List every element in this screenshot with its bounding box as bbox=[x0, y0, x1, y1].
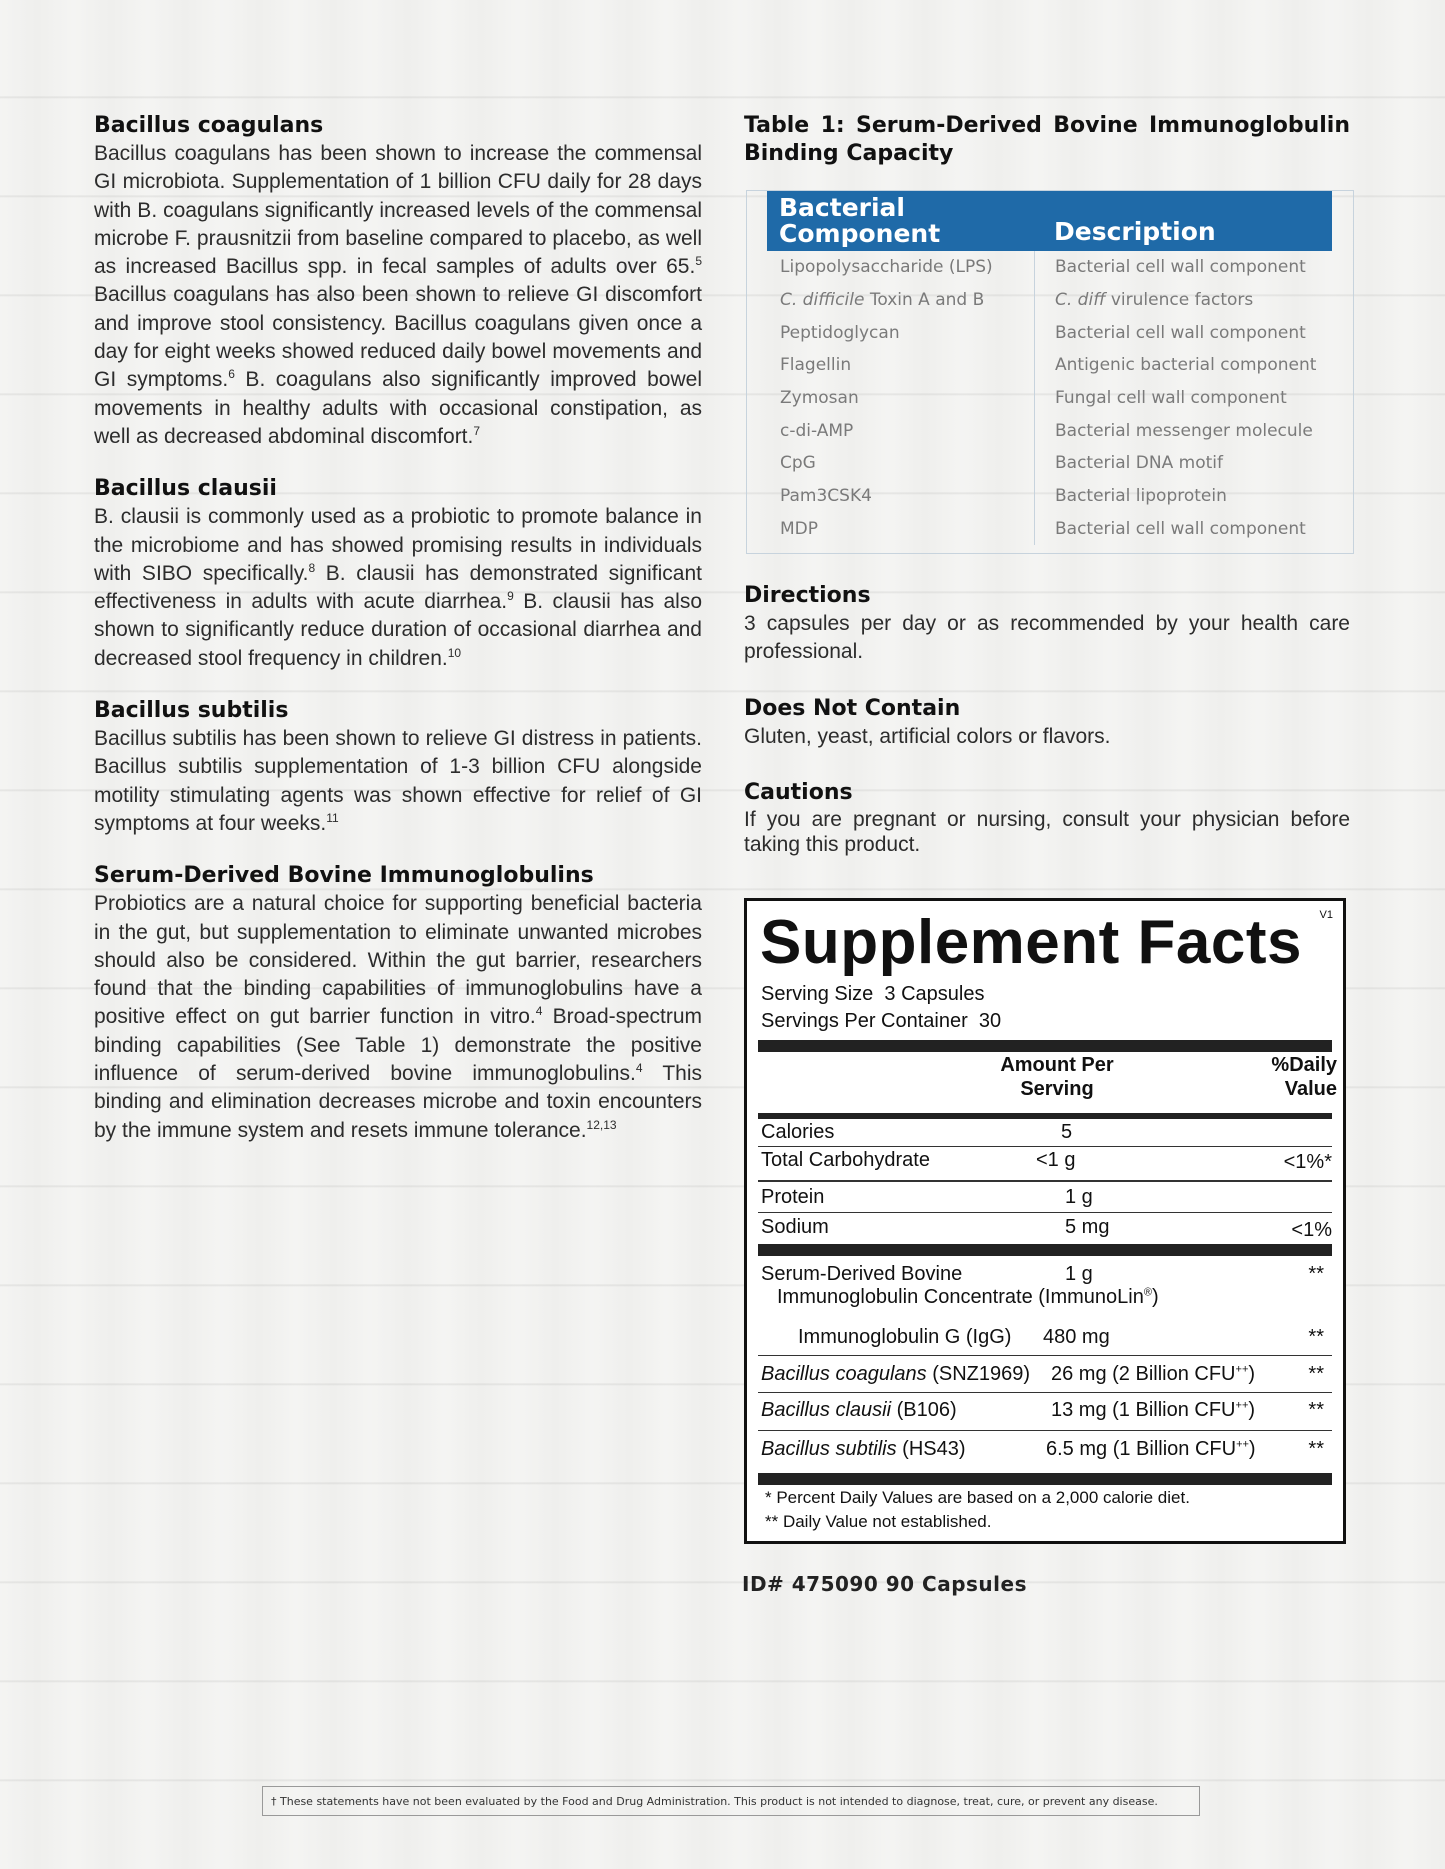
superscript: ++ bbox=[1235, 1399, 1249, 1412]
footnote-ref: 6 bbox=[228, 367, 235, 382]
paragraph-directions: 3 capsules per day or as recommended by your health care professional. bbox=[744, 612, 1350, 664]
superscript: ++ bbox=[1235, 1363, 1249, 1376]
table-row bbox=[747, 382, 1353, 415]
italic-text: C. diff bbox=[1055, 290, 1106, 311]
supplement-facts-panel bbox=[744, 898, 1346, 1544]
footnote-daily-values: * Percent Daily Values are based on a 2,000 calorie diet. bbox=[765, 1488, 1190, 1507]
cell-description: Bacterial messenger molecule bbox=[1055, 420, 1313, 441]
paragraph-cautions: If you are pregnant or nursing, consult your physician before taking this product. bbox=[744, 808, 1350, 857]
amount-per-serving-header bbox=[997, 1053, 1117, 1101]
servings-per-container: Servings Per Container 30 bbox=[761, 1010, 1002, 1032]
cell-component: Flagellin bbox=[747, 349, 1035, 382]
row-bacillus-clausii bbox=[761, 1399, 1332, 1422]
header-line: Serving bbox=[1020, 1078, 1094, 1100]
registered-mark: ® bbox=[1143, 1286, 1152, 1299]
row-divider bbox=[758, 1146, 1332, 1147]
section-sbi bbox=[94, 862, 702, 1145]
footnote-ref: 10 bbox=[447, 645, 462, 660]
row-igg bbox=[761, 1326, 1332, 1349]
table-body bbox=[747, 251, 1353, 545]
header-bacterial-component bbox=[767, 191, 1054, 251]
ingredient-name: Serum-Derived Bovine bbox=[761, 1263, 963, 1285]
cell-component: Pam3CSK4 bbox=[747, 480, 1035, 513]
row-divider bbox=[758, 1355, 1332, 1356]
cell-component: Lipopolysaccharide (LPS) bbox=[747, 251, 1035, 284]
cell-description: Antigenic bacterial component bbox=[1055, 355, 1317, 376]
facts-footnotes bbox=[765, 1486, 1190, 1534]
cell-description: Bacterial lipoprotein bbox=[1055, 486, 1227, 507]
header-line: %Daily bbox=[1271, 1054, 1337, 1076]
superscript: ++ bbox=[1236, 1438, 1249, 1451]
header-description: Description bbox=[1054, 217, 1216, 246]
text-part: Bacillus coagulans has been shown to increase the commensal GI microbiota. Supplementation of 1 billion CFU daily for 28 days with B. coagulans significantly increased levels of the commensal microbe F. prausnitzii from baseline compared to placebo, as well as increased Bacillus spp. in fecal samples of adults over 65. bbox=[94, 142, 702, 279]
footnote-ref: 8 bbox=[308, 560, 316, 575]
ingredient-name: Immunoglobulin G (IgG) bbox=[798, 1326, 1012, 1348]
serving-size: Serving Size 3 Capsules bbox=[761, 983, 985, 1005]
ingredient-amount: 1 g bbox=[1065, 1263, 1093, 1285]
table-row bbox=[747, 349, 1353, 382]
ingredient-amount bbox=[1046, 1438, 1256, 1461]
ingredient-dv: ** bbox=[1308, 1438, 1324, 1460]
row-total-carbohydrate bbox=[761, 1149, 1332, 1172]
text-part: Immunoglobulin Concentrate (ImmunoLin bbox=[777, 1286, 1144, 1308]
daily-value-header bbox=[1247, 1053, 1337, 1101]
cell-component: MDP bbox=[747, 513, 1035, 546]
text-part: Bacillus subtilis has been shown to relieve GI distress in patients. Bacillus subtilis supplementation of 1-3 billion CFU alongside motility stimulating agents was shown effective for relief of GI symptoms at four weeks. bbox=[94, 727, 702, 835]
nutrient-name: Protein bbox=[761, 1186, 825, 1208]
row-divider bbox=[758, 1212, 1332, 1213]
ingredient-dv: ** bbox=[1308, 1363, 1324, 1385]
row-bacillus-coagulans bbox=[761, 1363, 1332, 1386]
version-label: V1 bbox=[1319, 909, 1333, 921]
cell-component: c-di-AMP bbox=[747, 414, 1035, 447]
cell-description: Bacterial cell wall component bbox=[1055, 257, 1306, 278]
section-bacillus-clausii bbox=[94, 475, 702, 673]
nutrient-name: Total Carbohydrate bbox=[761, 1149, 930, 1171]
heading-cautions: Cautions bbox=[744, 780, 853, 806]
text-part: B. clausii is commonly used as a probiotic to promote balance in the microbiome and has showed promising results in individuals with SIBO specifically. bbox=[94, 505, 702, 585]
table-row bbox=[747, 251, 1353, 284]
footnote-ref: 9 bbox=[507, 589, 514, 604]
ingredient-name-italic: Bacillus clausii bbox=[761, 1399, 892, 1421]
table-row bbox=[747, 316, 1353, 349]
left-column bbox=[94, 112, 702, 1169]
table-row bbox=[747, 284, 1353, 317]
cell-description: Fungal cell wall component bbox=[1055, 388, 1287, 409]
row-divider bbox=[758, 1180, 1332, 1182]
product-id: ID# 475090 90 Capsules bbox=[742, 1572, 1027, 1596]
italic-text: C. difficile bbox=[780, 290, 865, 311]
row-divider bbox=[758, 1430, 1332, 1431]
text-part: ) bbox=[1248, 1399, 1256, 1421]
text-part: Bacillus coagulans has also been shown to relieve GI discomfort and improve stool consistency. Bacillus coagulans given once a day for eight weeks showed reduced daily bowel movements and GI symptoms. bbox=[94, 283, 702, 392]
text-part: virulence factors bbox=[1105, 290, 1254, 311]
nutrient-dv: <1%* bbox=[1283, 1151, 1332, 1173]
ingredient-name-italic: Bacillus coagulans bbox=[761, 1363, 927, 1385]
text-part: ) bbox=[1151, 1286, 1159, 1308]
text-part: 13 mg (1 Billion CFU bbox=[1051, 1399, 1236, 1421]
text-part: ) bbox=[1248, 1363, 1256, 1385]
paragraph-does-not-contain: Gluten, yeast, artificial colors or flavors. bbox=[744, 724, 1111, 748]
nutrient-dv: <1% bbox=[1291, 1219, 1332, 1241]
row-calories bbox=[761, 1121, 1332, 1144]
ingredient-strain: (SNZ1969) bbox=[926, 1363, 1031, 1385]
serving-info bbox=[761, 981, 1001, 1035]
nutrient-name: Sodium bbox=[761, 1216, 829, 1238]
section-does-not-contain bbox=[744, 695, 1350, 751]
header-line: Component bbox=[779, 219, 941, 248]
footnote-not-established: ** Daily Value not established. bbox=[765, 1512, 992, 1531]
cell-description bbox=[1035, 290, 1253, 310]
ingredient-dv: ** bbox=[1308, 1326, 1324, 1348]
row-divider bbox=[758, 1392, 1332, 1393]
nutrient-amount: <1 g bbox=[1036, 1149, 1076, 1171]
section-bacillus-coagulans bbox=[94, 112, 702, 451]
heading-bacillus-clausii: Bacillus clausii bbox=[94, 476, 277, 502]
right-column bbox=[744, 112, 1350, 881]
table-row bbox=[747, 513, 1353, 546]
nutrient-name: Calories bbox=[761, 1121, 835, 1143]
text-part: B. coagulans also significantly improved bowel movements in healthy adults with occasional constipation, as well as decreased abdominal discomfort. bbox=[94, 368, 702, 448]
heading-sbi: Serum-Derived Bovine Immunoglobulins bbox=[94, 863, 594, 889]
nutrient-amount: 5 mg bbox=[1065, 1216, 1110, 1238]
header-line: Bacterial bbox=[779, 193, 905, 222]
header-line: Value bbox=[1284, 1078, 1337, 1100]
section-cautions bbox=[744, 779, 1350, 857]
footnote-ref: 4 bbox=[535, 1004, 543, 1019]
section-directions bbox=[744, 582, 1350, 667]
paragraph-bacillus-clausii bbox=[94, 503, 702, 673]
text-part: B. clausii has also shown to significantly reduce duration of occasional diarrhea and decreased stool frequency in children. bbox=[94, 590, 703, 670]
ingredient-strain: (HS43) bbox=[896, 1438, 966, 1460]
text-part: This binding and elimination decreases microbe and toxin encounters by the immune system and resets immune tolerance. bbox=[94, 1062, 702, 1142]
heading-does-not-contain: Does Not Contain bbox=[744, 695, 961, 721]
footnote-ref: 7 bbox=[473, 423, 481, 438]
row-sodium bbox=[761, 1216, 1332, 1239]
ingredient-dv: ** bbox=[1308, 1399, 1324, 1421]
cell-component: Peptidoglycan bbox=[747, 316, 1035, 349]
footnote-ref: 11 bbox=[326, 810, 339, 825]
cell-description: Bacterial cell wall component bbox=[1055, 518, 1306, 539]
section-bacillus-subtilis bbox=[94, 697, 702, 838]
paragraph-bacillus-subtilis bbox=[94, 725, 702, 838]
paragraph-bacillus-coagulans bbox=[94, 140, 702, 451]
text-part: ) bbox=[1248, 1438, 1256, 1460]
ingredient-dv: ** bbox=[1308, 1263, 1324, 1285]
table-title: Table 1: Serum-Derived Bovine Immunoglobulin Binding Capacity bbox=[744, 113, 1350, 166]
cell-component: CpG bbox=[747, 447, 1035, 480]
row-sbi bbox=[761, 1263, 1332, 1309]
ingredient-amount bbox=[1051, 1363, 1255, 1386]
table-row bbox=[747, 447, 1353, 480]
footnote-ref: 4 bbox=[635, 1061, 643, 1076]
table-row bbox=[747, 414, 1353, 447]
text-part: 26 mg (2 Billion CFU bbox=[1051, 1363, 1236, 1385]
paragraph-sbi bbox=[94, 890, 702, 1145]
ingredient-strain: (B106) bbox=[891, 1399, 957, 1421]
text-part: Probiotics are a natural choice for supporting beneficial bacteria in the gut, but supplementation to eliminate unwanted microbes should also be considered. Within the gut barrier, researchers found that the binding capabilities of immunoglobulins have a positive effect on gut barrier function in vitro. bbox=[94, 892, 702, 1029]
ingredient-amount bbox=[1051, 1399, 1255, 1422]
text-part: B. clausii has demonstrated significant effectiveness in adults with acute diarrhea. bbox=[94, 561, 702, 614]
text-part: Broad-spectrum binding capabilities (See Table 1) demonstrate the positive influence of serum-derived bovine immunoglobulins. bbox=[94, 1005, 702, 1086]
footnote-ref: 12,13 bbox=[586, 1117, 617, 1132]
thick-divider bbox=[758, 1473, 1332, 1485]
nutrient-amount: 5 bbox=[1061, 1121, 1073, 1143]
cell-description: Bacterial cell wall component bbox=[1055, 322, 1306, 343]
row-bacillus-subtilis bbox=[761, 1438, 1332, 1461]
thick-divider bbox=[758, 1040, 1332, 1052]
binding-capacity-table bbox=[746, 190, 1354, 554]
header-line: Amount Per bbox=[1000, 1054, 1114, 1076]
text-part: 6.5 mg (1 Billion CFU bbox=[1046, 1438, 1237, 1460]
supplement-facts-title: Supplement Facts bbox=[760, 908, 1302, 977]
ingredient-amount: 480 mg bbox=[1043, 1326, 1110, 1348]
ingredient-name-cont bbox=[761, 1286, 1332, 1309]
heading-directions: Directions bbox=[744, 583, 871, 609]
row-protein bbox=[761, 1186, 1332, 1209]
ingredient-name-italic: Bacillus subtilis bbox=[761, 1438, 897, 1460]
medium-divider bbox=[758, 1113, 1332, 1119]
cell-component: Zymosan bbox=[747, 382, 1035, 415]
heading-bacillus-subtilis: Bacillus subtilis bbox=[94, 698, 289, 724]
text-part: Toxin A and B bbox=[864, 290, 985, 311]
cell-description: Bacterial DNA motif bbox=[1055, 453, 1223, 474]
thick-divider bbox=[758, 1244, 1332, 1256]
table-header bbox=[767, 191, 1332, 251]
heading-bacillus-coagulans: Bacillus coagulans bbox=[94, 113, 324, 138]
fda-disclaimer: † These statements have not been evaluated by the Food and Drug Administration. This product is not intended to diagnose, treat, cure, or prevent any disease. bbox=[262, 1786, 1200, 1816]
table-row bbox=[747, 480, 1353, 513]
cell-component bbox=[747, 284, 1035, 317]
nutrient-amount: 1 g bbox=[1065, 1186, 1093, 1208]
footnote-ref: 5 bbox=[695, 254, 702, 269]
